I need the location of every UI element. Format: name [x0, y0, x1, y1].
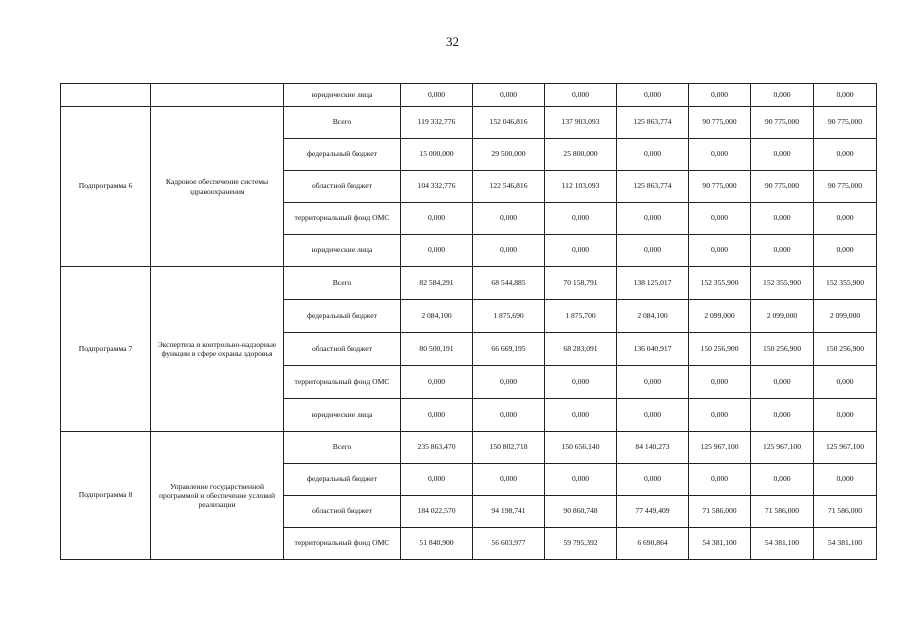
table-cell-value: 84 140,273	[617, 432, 689, 464]
table-cell-value: 0,000	[545, 399, 617, 432]
table-cell-value: 2 099,000	[751, 300, 814, 333]
page-number: 32	[446, 34, 459, 49]
table-cell-value: 0,000	[814, 464, 877, 496]
funding-source: областной бюджет	[284, 171, 401, 203]
table-cell-value: 80 500,191	[401, 333, 473, 366]
table-cell-value: 150 802,718	[473, 432, 545, 464]
table-cell-value: 0,000	[473, 399, 545, 432]
table-cell-value: 0,000	[689, 84, 751, 107]
table-row	[61, 432, 877, 464]
table-cell-value: 0,000	[473, 203, 545, 235]
table-cell-value: 90 775,000	[751, 171, 814, 203]
table-cell-value: 152 355,900	[689, 267, 751, 300]
table-cell-value: 90 775,000	[751, 107, 814, 139]
table-cell-value: 112 103,093	[545, 171, 617, 203]
table-cell-value: 71 586,000	[689, 496, 751, 528]
table-cell-value: 0,000	[617, 399, 689, 432]
empty-cell	[151, 84, 284, 107]
table-cell-value: 0,000	[401, 235, 473, 267]
table-cell-value: 0,000	[545, 84, 617, 107]
table-cell-value: 0,000	[473, 84, 545, 107]
table-cell-value: 138 125,017	[617, 267, 689, 300]
table-cell-value: 54 381,100	[689, 528, 751, 560]
funding-source: юридические лица	[284, 84, 401, 107]
table-cell-value: 0,000	[617, 464, 689, 496]
table-cell-value: 0,000	[814, 235, 877, 267]
funding-source: Всего	[284, 107, 401, 139]
table-cell-value: 15 000,000	[401, 139, 473, 171]
table-cell-value: 0,000	[401, 464, 473, 496]
funding-source: федеральный бюджет	[284, 139, 401, 171]
table-cell-value: 125 967,100	[751, 432, 814, 464]
table-cell-value: 0,000	[545, 366, 617, 399]
table-cell-value: 2 099,000	[814, 300, 877, 333]
table-cell-value: 184 022,570	[401, 496, 473, 528]
table-row	[61, 84, 877, 107]
table-cell-value: 51 840,900	[401, 528, 473, 560]
table-cell-value: 29 500,000	[473, 139, 545, 171]
table-cell-value: 59 795,392	[545, 528, 617, 560]
table-cell-value: 0,000	[814, 366, 877, 399]
funding-source: федеральный бюджет	[284, 300, 401, 333]
table-cell-value: 70 158,791	[545, 267, 617, 300]
table-cell-value: 0,000	[751, 84, 814, 107]
table-cell-value: 0,000	[689, 399, 751, 432]
table-cell-value: 0,000	[814, 203, 877, 235]
table-cell-value: 90 775,000	[689, 107, 751, 139]
funding-source: областной бюджет	[284, 333, 401, 366]
table-cell-value: 0,000	[617, 366, 689, 399]
table-cell-value: 0,000	[751, 399, 814, 432]
table-cell-value: 2 084,100	[617, 300, 689, 333]
table-cell-value: 0,000	[545, 203, 617, 235]
table-cell-value: 0,000	[814, 84, 877, 107]
table-cell-value: 0,000	[689, 366, 751, 399]
table-cell-value: 71 586,000	[751, 496, 814, 528]
table-cell-value: 125 863,774	[617, 171, 689, 203]
table-cell-value: 150 256,900	[689, 333, 751, 366]
table-cell-value: 0,000	[545, 235, 617, 267]
table-cell-value: 0,000	[545, 464, 617, 496]
table-cell-value: 0,000	[689, 203, 751, 235]
table-cell-value: 0,000	[751, 464, 814, 496]
table-cell-value: 2 084,100	[401, 300, 473, 333]
table-cell-value: 0,000	[401, 203, 473, 235]
table-cell-value: 0,000	[814, 399, 877, 432]
table-cell-value: 0,000	[617, 84, 689, 107]
funding-source: юридические лица	[284, 399, 401, 432]
budget-table	[60, 83, 877, 560]
table-cell-value: 152 355,900	[814, 267, 877, 300]
table-cell-value: 0,000	[473, 366, 545, 399]
table-cell-value: 71 586,000	[814, 496, 877, 528]
table-cell-value: 0,000	[814, 139, 877, 171]
table-cell-value: 0,000	[617, 139, 689, 171]
funding-source: территориальный фонд ОМС	[284, 528, 401, 560]
table-cell-value: 0,000	[473, 464, 545, 496]
table-cell-value: 0,000	[689, 464, 751, 496]
table-cell-value: 54 381,100	[814, 528, 877, 560]
subprogram-name: Экспертиза и контрольно-надзорные функции в сфере охраны здоровья	[151, 267, 284, 432]
table-cell-value: 68 283,091	[545, 333, 617, 366]
table-row	[61, 267, 877, 300]
funding-source: юридические лица	[284, 235, 401, 267]
subprogram-name: Кадровое обеспечение системы здравоохранения	[151, 107, 284, 267]
funding-source: областной бюджет	[284, 496, 401, 528]
table-cell-value: 125 863,774	[617, 107, 689, 139]
table-cell-value: 0,000	[751, 139, 814, 171]
table-cell-value: 0,000	[689, 235, 751, 267]
table-cell-value: 1 875,700	[545, 300, 617, 333]
table-cell-value: 0,000	[401, 366, 473, 399]
funding-source: федеральный бюджет	[284, 464, 401, 496]
table-cell-value: 0,000	[751, 235, 814, 267]
table-cell-value: 66 669,195	[473, 333, 545, 366]
table-cell-value: 0,000	[617, 235, 689, 267]
table-cell-value: 90 775,000	[689, 171, 751, 203]
table-cell-value: 94 198,741	[473, 496, 545, 528]
table-cell-value: 125 967,100	[814, 432, 877, 464]
subprogram-label: Подпрограмма 8	[61, 432, 151, 560]
table-cell-value: 1 875,690	[473, 300, 545, 333]
table-cell-value: 0,000	[401, 84, 473, 107]
table-cell-value: 68 544,885	[473, 267, 545, 300]
table-cell-value: 152 046,816	[473, 107, 545, 139]
table-row	[61, 107, 877, 139]
table-cell-value: 0,000	[617, 203, 689, 235]
subprogram-label: Подпрограмма 7	[61, 267, 151, 432]
table-cell-value: 2 099,000	[689, 300, 751, 333]
table-cell-value: 235 863,470	[401, 432, 473, 464]
table-cell-value: 136 040,917	[617, 333, 689, 366]
table-cell-value: 122 546,816	[473, 171, 545, 203]
table-cell-value: 0,000	[751, 203, 814, 235]
table-cell-value: 56 603,977	[473, 528, 545, 560]
empty-cell	[61, 84, 151, 107]
subprogram-name: Управление государственной программой и обеспечение условий реализации	[151, 432, 284, 560]
subprogram-label: Подпрограмма 6	[61, 107, 151, 267]
table-cell-value: 6 690,864	[617, 528, 689, 560]
table-cell-value: 25 800,000	[545, 139, 617, 171]
table-cell-value: 104 332,776	[401, 171, 473, 203]
table-cell-value: 90 860,748	[545, 496, 617, 528]
funding-source: территориальный фонд ОМС	[284, 203, 401, 235]
table-cell-value: 152 355,900	[751, 267, 814, 300]
funding-source: территориальный фонд ОМС	[284, 366, 401, 399]
table-cell-value: 82 584,291	[401, 267, 473, 300]
table-cell-value: 125 967,100	[689, 432, 751, 464]
table-cell-value: 90 775,000	[814, 171, 877, 203]
table-cell-value: 150 256,900	[751, 333, 814, 366]
funding-source: Всего	[284, 267, 401, 300]
table-cell-value: 0,000	[401, 399, 473, 432]
funding-source: Всего	[284, 432, 401, 464]
table-cell-value: 150 256,900	[814, 333, 877, 366]
table-cell-value: 90 775,000	[814, 107, 877, 139]
table-cell-value: 137 903,093	[545, 107, 617, 139]
table-cell-value: 77 449,409	[617, 496, 689, 528]
table-cell-value: 54 381,100	[751, 528, 814, 560]
table-cell-value: 0,000	[751, 366, 814, 399]
table-cell-value: 119 332,776	[401, 107, 473, 139]
table-cell-value: 0,000	[689, 139, 751, 171]
table-cell-value: 0,000	[473, 235, 545, 267]
table-cell-value: 150 656,140	[545, 432, 617, 464]
